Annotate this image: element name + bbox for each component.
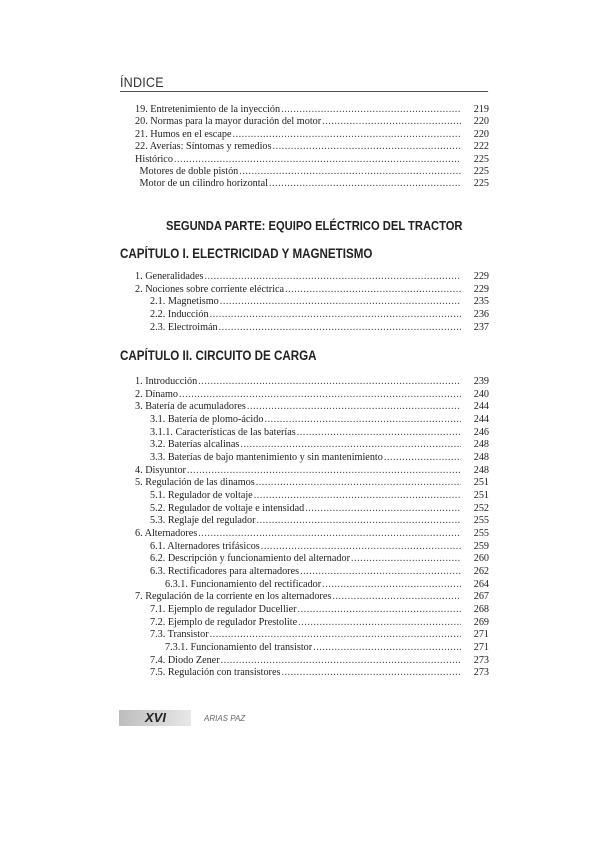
- toc-entry: [150, 617, 489, 629]
- toc-entry-label: 5.2. Regulador de voltaje e intensidad: [150, 502, 305, 514]
- dot-leader: [384, 452, 461, 464]
- dot-leader: [179, 389, 461, 401]
- toc-entry: [135, 141, 489, 153]
- toc-entry-page: 273: [473, 667, 489, 679]
- toc-entry-label: 21. Humos en el escape: [135, 128, 232, 140]
- toc-entry: [150, 490, 489, 502]
- toc-entry: [135, 116, 489, 128]
- part-title: SEGUNDA PARTE: EQUIPO ELÉCTRICO DEL TRACTOR: [166, 218, 463, 233]
- toc-entry-label: 2.2. Inducción: [150, 309, 209, 321]
- toc-entry: [135, 129, 489, 141]
- toc-entry: [150, 427, 489, 439]
- toc-entry-page: 240: [473, 388, 489, 400]
- toc-entry-page: 244: [473, 414, 489, 425]
- toc-entry-label: Motores de doble pistón: [139, 166, 239, 177]
- dot-leader: [240, 439, 461, 451]
- toc-entry-page: 225: [473, 166, 489, 177]
- toc-entry-label: 5.3. Reglaje del regulador: [150, 515, 256, 527]
- dot-leader: [281, 104, 461, 116]
- toc-entry: [150, 322, 489, 334]
- toc-entry: [165, 579, 489, 591]
- dot-leader: [254, 490, 461, 502]
- toc-entry: [150, 503, 489, 515]
- toc-entry-label: 7.4. Diodo Zener: [150, 654, 220, 666]
- toc-entry: [135, 477, 489, 489]
- dot-leader: [281, 667, 461, 679]
- dot-leader: [272, 141, 461, 153]
- toc-entry-label: 3.3. Baterías de bajo mantenimiento y sin mantenimiento: [150, 452, 383, 464]
- toc-entry-page: 246: [473, 426, 489, 438]
- toc-entry-page: 248: [473, 452, 489, 464]
- toc-entry: [150, 541, 489, 553]
- toc-entry-label: 6.2. Descripción y funcionamiento del alternador: [150, 553, 351, 565]
- toc-entry-page: 222: [473, 141, 489, 153]
- footer-page-number: XVI: [145, 710, 166, 725]
- toc-entry: [150, 296, 489, 308]
- toc-entry: [135, 376, 489, 388]
- toc-entry-label: 7.2. Ejemplo de regulador Prestolite: [150, 616, 298, 628]
- toc-entry: [150, 667, 489, 679]
- toc-entry: [150, 566, 489, 578]
- toc-entry: [135, 528, 489, 540]
- toc-entry-label: 6.3. Rectificadores para alternadores: [150, 566, 300, 578]
- dot-leader: [269, 178, 461, 190]
- dot-leader: [305, 503, 461, 515]
- toc-entry-page: 239: [473, 376, 489, 387]
- toc-entry-page: 269: [473, 616, 489, 628]
- toc-entry: [135, 401, 489, 413]
- toc-entry-label: 4. Disyuntor: [135, 464, 186, 476]
- toc-entry-page: 229: [473, 283, 489, 295]
- toc-entry-page: 220: [473, 116, 489, 128]
- toc-entry-label: 2. Nociones sobre corriente eléctrica: [135, 283, 285, 295]
- toc-entry-label: Motor de un cilindro horizontal: [139, 178, 268, 190]
- toc-entry-label: 6. Alternadores: [135, 528, 198, 540]
- toc-entry: [135, 284, 489, 296]
- toc-entry: [150, 655, 489, 667]
- toc-entry-page: 252: [473, 502, 489, 514]
- toc-entry-label: 6.3.1. Funcionamiento del rectificador: [165, 578, 322, 590]
- toc-entry-label: 5.1. Regulador de voltaje: [150, 490, 253, 502]
- dot-leader: [198, 528, 461, 540]
- toc-entry-label: 3.1. Batería de plomo-ácido: [150, 414, 264, 425]
- toc-entry-page: 268: [473, 604, 489, 616]
- dot-leader: [261, 541, 461, 553]
- dot-leader: [298, 604, 461, 616]
- dot-leader: [221, 655, 461, 667]
- dot-leader: [220, 296, 461, 308]
- toc-entry-label: 7. Regulación de la corriente en los alternadores: [135, 591, 332, 603]
- dot-leader: [351, 553, 461, 565]
- toc-entry-label: 6.1. Alternadores trifásicos: [150, 540, 260, 552]
- toc-entry-page: 273: [473, 654, 489, 666]
- dot-leader: [247, 401, 461, 413]
- dot-leader: [313, 642, 461, 654]
- dot-leader: [322, 579, 461, 591]
- toc-entry-page: 251: [473, 490, 489, 502]
- toc-entry-page: 271: [473, 629, 489, 641]
- dot-leader: [332, 591, 461, 603]
- dot-leader: [298, 617, 461, 629]
- toc-entry: [150, 515, 489, 527]
- dot-leader: [322, 116, 461, 128]
- dot-leader: [264, 414, 461, 426]
- toc-entry: [135, 104, 489, 116]
- toc-entry-label: 20. Normas para la mayor duración del motor: [135, 116, 322, 128]
- toc-entry-label: 7.3. Transistor: [150, 629, 209, 641]
- dot-leader: [210, 309, 461, 321]
- dot-leader: [297, 427, 461, 439]
- toc-entry: [135, 271, 489, 283]
- dot-leader: [210, 629, 461, 641]
- toc-entry-page: 237: [473, 321, 489, 333]
- dot-leader: [219, 322, 461, 334]
- toc-entry-page: 244: [473, 401, 489, 413]
- toc-entry-label: 7.5. Regulación con transistores: [150, 667, 281, 679]
- toc-entry-page: 267: [473, 591, 489, 603]
- toc-entry-page: 259: [473, 540, 489, 552]
- page-header: ÍNDICE: [120, 74, 488, 92]
- toc-entry-page: 248: [473, 464, 489, 476]
- toc-entry-label: 7.3.1. Funcionamiento del transistor: [165, 642, 313, 654]
- toc-entry: [135, 591, 489, 603]
- toc-entry-page: 229: [473, 271, 489, 282]
- dot-leader: [257, 515, 461, 527]
- toc-entry-label: 22. Averías: Síntomas y remedios: [135, 141, 272, 153]
- toc-entry-page: 264: [473, 578, 489, 590]
- toc-entry-page: 219: [473, 104, 489, 115]
- dot-leader: [174, 154, 461, 166]
- toc-entry: [135, 389, 489, 401]
- dot-leader: [232, 129, 461, 141]
- toc-entry: [150, 439, 489, 451]
- toc-entry-label: 2.3. Electroimán: [150, 321, 218, 333]
- toc-entry-page: 262: [473, 566, 489, 578]
- toc-entry-label: 2.1. Magnetismo: [150, 296, 219, 308]
- toc-entry: [140, 166, 490, 178]
- toc-entry-page: 225: [473, 178, 489, 190]
- dot-leader: [300, 566, 461, 578]
- toc-entry-label: 1. Generalidades: [135, 271, 204, 282]
- toc-entry-label: 3.1.1. Características de las baterías: [150, 426, 296, 438]
- dot-leader: [187, 465, 461, 477]
- toc-entry-page: 220: [473, 128, 489, 140]
- toc-entry-label: 5. Regulación de las dinamos: [135, 477, 255, 489]
- toc-entry-label: 19. Entretenimiento de la inyección: [135, 104, 281, 115]
- toc-entry-label: 2. Dínamo: [135, 388, 179, 400]
- toc-entry-label: 3. Batería de acumuladores: [135, 401, 246, 413]
- dot-leader: [239, 166, 461, 178]
- chapter-1-title: CAPÍTULO I. ELECTRICIDAD Y MAGNETISMO: [120, 246, 373, 261]
- toc-entry-page: 260: [473, 553, 489, 565]
- toc-entry: [135, 154, 489, 166]
- toc-entry-page: 225: [473, 153, 489, 165]
- toc-entry-page: 235: [473, 296, 489, 308]
- toc-entry: [150, 452, 489, 464]
- toc-entry-page: 271: [473, 642, 489, 654]
- toc-entry: [165, 642, 489, 654]
- dot-leader: [198, 376, 461, 388]
- toc-entry: [150, 553, 489, 565]
- toc-entry: [135, 465, 489, 477]
- toc-entry-label: 7.1. Ejemplo de regulador Ducellier: [150, 604, 297, 616]
- toc-entry-label: Histórico: [135, 153, 173, 165]
- toc-entry: [150, 629, 489, 641]
- toc-entry-label: 3.2. Baterías alcalinas: [150, 439, 240, 451]
- toc-entry-page: 255: [473, 515, 489, 527]
- toc-entry-page: 251: [473, 477, 489, 489]
- toc-entry: [150, 309, 489, 321]
- toc-entry-page: 255: [473, 528, 489, 540]
- chapter-2-title: CAPÍTULO II. CIRCUITO DE CARGA: [120, 348, 317, 363]
- toc-entry: [150, 604, 489, 616]
- dot-leader: [285, 284, 461, 296]
- toc-entry: [140, 178, 490, 190]
- toc-entry-page: 248: [473, 439, 489, 451]
- dot-leader: [256, 477, 461, 489]
- toc-entry-page: 236: [473, 309, 489, 321]
- toc-entry: [150, 414, 489, 426]
- footer-author: ARIAS PAZ: [204, 714, 246, 723]
- dot-leader: [204, 271, 461, 283]
- toc-entry-label: 1. Introducción: [135, 376, 198, 387]
